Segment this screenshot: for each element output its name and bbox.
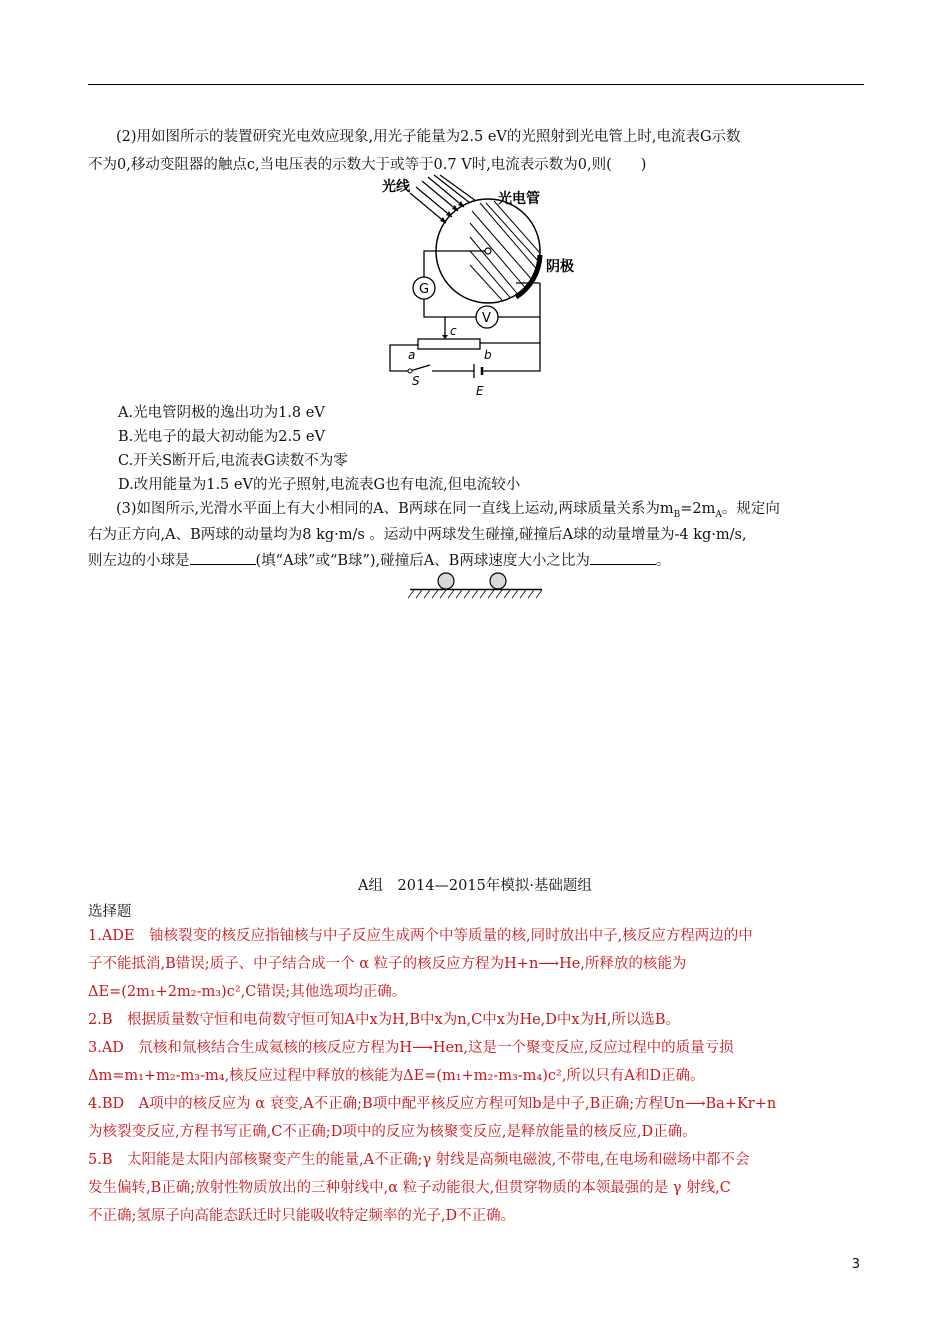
answer-blank-1[interactable]	[190, 550, 256, 565]
ball-left	[438, 573, 454, 589]
e-label: E	[476, 384, 484, 398]
cathode-label: 阴极	[546, 259, 574, 275]
answer-line: 5.B 太阳能是太阳内部核聚变产生的能量,A不正确;γ 射线是高频电磁波,不带电,在电场和磁场中都不会	[88, 1152, 750, 1168]
g-label: G	[419, 282, 430, 297]
q2-stem-line1: (2)用如图所示的装置研究光电效应现象,用光子能量为2.5 eV的光照射到光电管上时,电流表G示数	[116, 129, 741, 145]
answer-line: 4.BD A项中的核反应为 α 衰变,A不正确;B项中配平核反应方程可知b是中子,B正确;方程Un⟶Ba+Kr+n	[88, 1096, 777, 1112]
anode	[485, 248, 491, 254]
answer-line: 子不能抵消,B错误;质子、中子结合成一个 α 粒子的核反应方程为H+n⟶He,所释放的核能为	[88, 956, 687, 972]
answer-blank-2[interactable]	[590, 550, 656, 565]
a-label: a	[408, 348, 416, 362]
q3-line3-c: 。	[655, 553, 671, 569]
header-rule	[88, 84, 864, 85]
q2-stem-line2: 不为0,移动变阻器的触点c,当电压表的示数大于或等于0.7 V时,电流表示数为0,则( )	[88, 157, 647, 173]
option-b: B.光电子的最大初动能为2.5 eV	[118, 429, 325, 445]
answer-line: Δm=m₁+m₂-m₃-m₄,核反应过程中释放的核能为ΔE=(m₁+m₂-m₃-m₄)c²,所以只有A和D正确。	[88, 1068, 705, 1084]
mass-a-subscript: A	[715, 509, 722, 520]
q3-line2: 右为正方向,A、B两球的动量均为8 kg·m/s 。运动中两球发生碰撞,碰撞后A球的动量增量为-4 kg·m/s,	[88, 527, 747, 543]
q3-line1-mid: =2m	[680, 501, 716, 517]
answer-line: 1.ADE 铀核裂变的核反应指铀核与中子反应生成两个中等质量的核,同时放出中子,核反应方程两边的中	[88, 928, 753, 944]
cathode	[516, 255, 540, 297]
tube-label: 光电管	[498, 191, 540, 207]
s-label: S	[412, 374, 420, 388]
group-title: A组 2014—2015年模拟·基础题组	[358, 878, 592, 894]
rheostat	[418, 339, 480, 349]
b-label: b	[484, 348, 492, 362]
q3-line3-a: 则左边的小球是	[88, 553, 190, 569]
answer-line: ΔE=(2m₁+2m₂-m₃)c²,C错误;其他选项均正确。	[88, 984, 407, 1000]
switch	[410, 365, 430, 371]
answer-line: 发生偏转,B正确;放射性物质放出的三种射线中,α 粒子动能很大,但贯穿物质的本领最强的是 γ 射线,C	[88, 1180, 731, 1196]
c-label: c	[450, 324, 457, 338]
page-number: 3	[851, 1257, 860, 1272]
option-c: C.开关S断开后,电流表G读数不为零	[118, 453, 348, 469]
q3-line3-b: (填“A球”或“B球”),碰撞后A、B两球速度大小之比为	[255, 553, 590, 569]
mass-b-subscript: B	[673, 509, 681, 520]
answer-line: 3.AD 氘核和氚核结合生成氦核的核反应方程为H⟶Hen,这是一个聚变反应,反应过程中的质量亏损	[88, 1040, 734, 1056]
v-label: V	[482, 311, 491, 326]
two-balls-figure	[408, 570, 544, 606]
answer-line: 为核裂变反应,方程书写正确,C不正确;D项中的反应为核聚变反应,是释放能量的核反应,D正确。	[88, 1124, 697, 1140]
photoelectric-circuit-figure	[380, 173, 580, 399]
answer-line: 不正确;氢原子向高能态跃迁时只能吸收特定频率的光子,D不正确。	[88, 1208, 516, 1224]
option-d: D.改用能量为1.5 eV的光子照射,电流表G也有电流,但电流较小	[118, 477, 521, 493]
answer-line: 2.B 根据质量数守恒和电荷数守恒可知A中x为H,B中x为n,C中x为He,D中x为H,所以选B。	[88, 1012, 680, 1028]
light-rays	[410, 175, 476, 223]
option-a: A.光电管阴极的逸出功为1.8 eV	[118, 405, 325, 421]
q3-line1-end: 。规定向	[721, 501, 780, 517]
ball-right	[490, 573, 506, 589]
answer-list	[88, 922, 868, 1230]
light-label: 光线	[382, 179, 410, 195]
section-label: 选择题	[88, 904, 132, 920]
q3-line1-text: (3)如图所示,光滑水平面上有大小相同的A、B两球在同一直线上运动,两球质量关系为m	[116, 501, 674, 517]
